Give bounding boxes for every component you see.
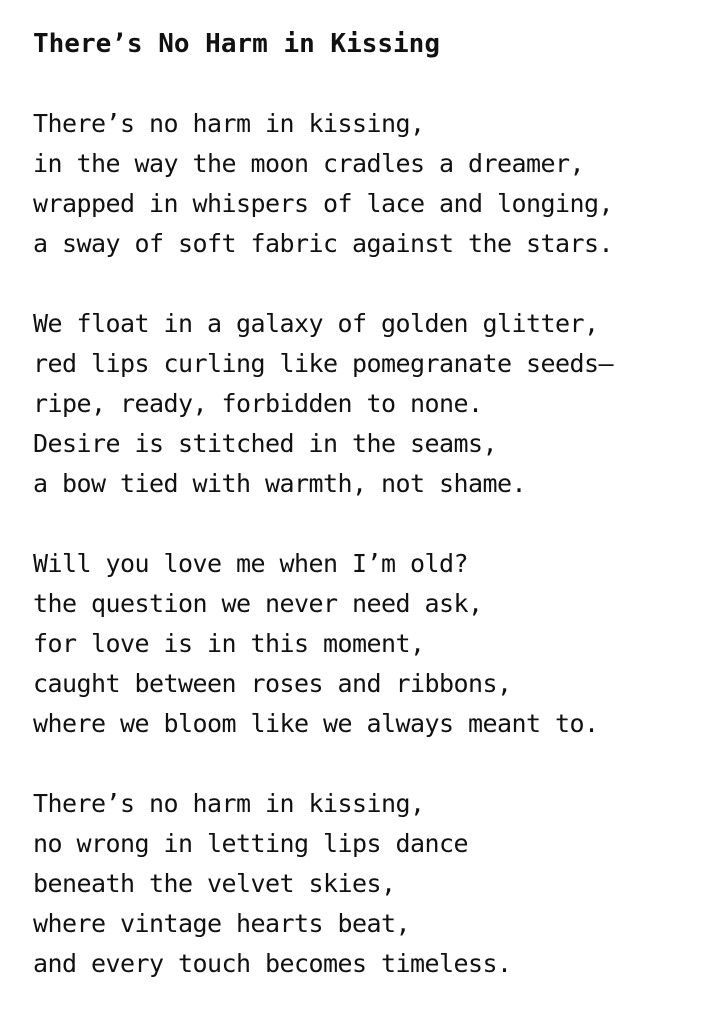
poem-line: in the way the moon cradles a dreamer, <box>33 149 585 178</box>
poem-line: beneath the velvet skies, <box>33 869 396 898</box>
stanza-4 <box>33 784 704 984</box>
poem-line: Desire is stitched in the seams, <box>33 429 498 458</box>
poem-line: the question we never need ask, <box>33 589 483 618</box>
poem-line: caught between roses and ribbons, <box>33 669 512 698</box>
stanza-1 <box>33 104 704 264</box>
poem-line: and every touch becomes timeless. <box>33 949 512 978</box>
poem-line: where we bloom like we always meant to. <box>33 709 599 738</box>
stanza-2 <box>33 304 704 504</box>
poem-line: We float in a galaxy of golden glitter, <box>33 309 599 338</box>
poem-line: no wrong in letting lips dance <box>33 829 469 858</box>
poem-line: a sway of soft fabric against the stars. <box>33 229 614 258</box>
poem-line: wrapped in whispers of lace and longing, <box>33 189 614 218</box>
poem-line: There’s no harm in kissing, <box>33 109 425 138</box>
poem-page <box>33 24 704 1024</box>
poem-line: ripe, ready, forbidden to none. <box>33 389 483 418</box>
poem-line: Will you love me when I’m old? <box>33 549 469 578</box>
poem-line: red lips curling like pomegranate seeds— <box>33 349 614 378</box>
poem-line: There’s no harm in kissing, <box>33 789 425 818</box>
poem-line: a bow tied with warmth, not shame. <box>33 469 527 498</box>
stanza-3 <box>33 544 704 744</box>
poem-line: where vintage hearts beat, <box>33 909 411 938</box>
poem-title: There’s No Harm in Kissing <box>33 29 440 59</box>
poem-line: for love is in this moment, <box>33 629 425 658</box>
